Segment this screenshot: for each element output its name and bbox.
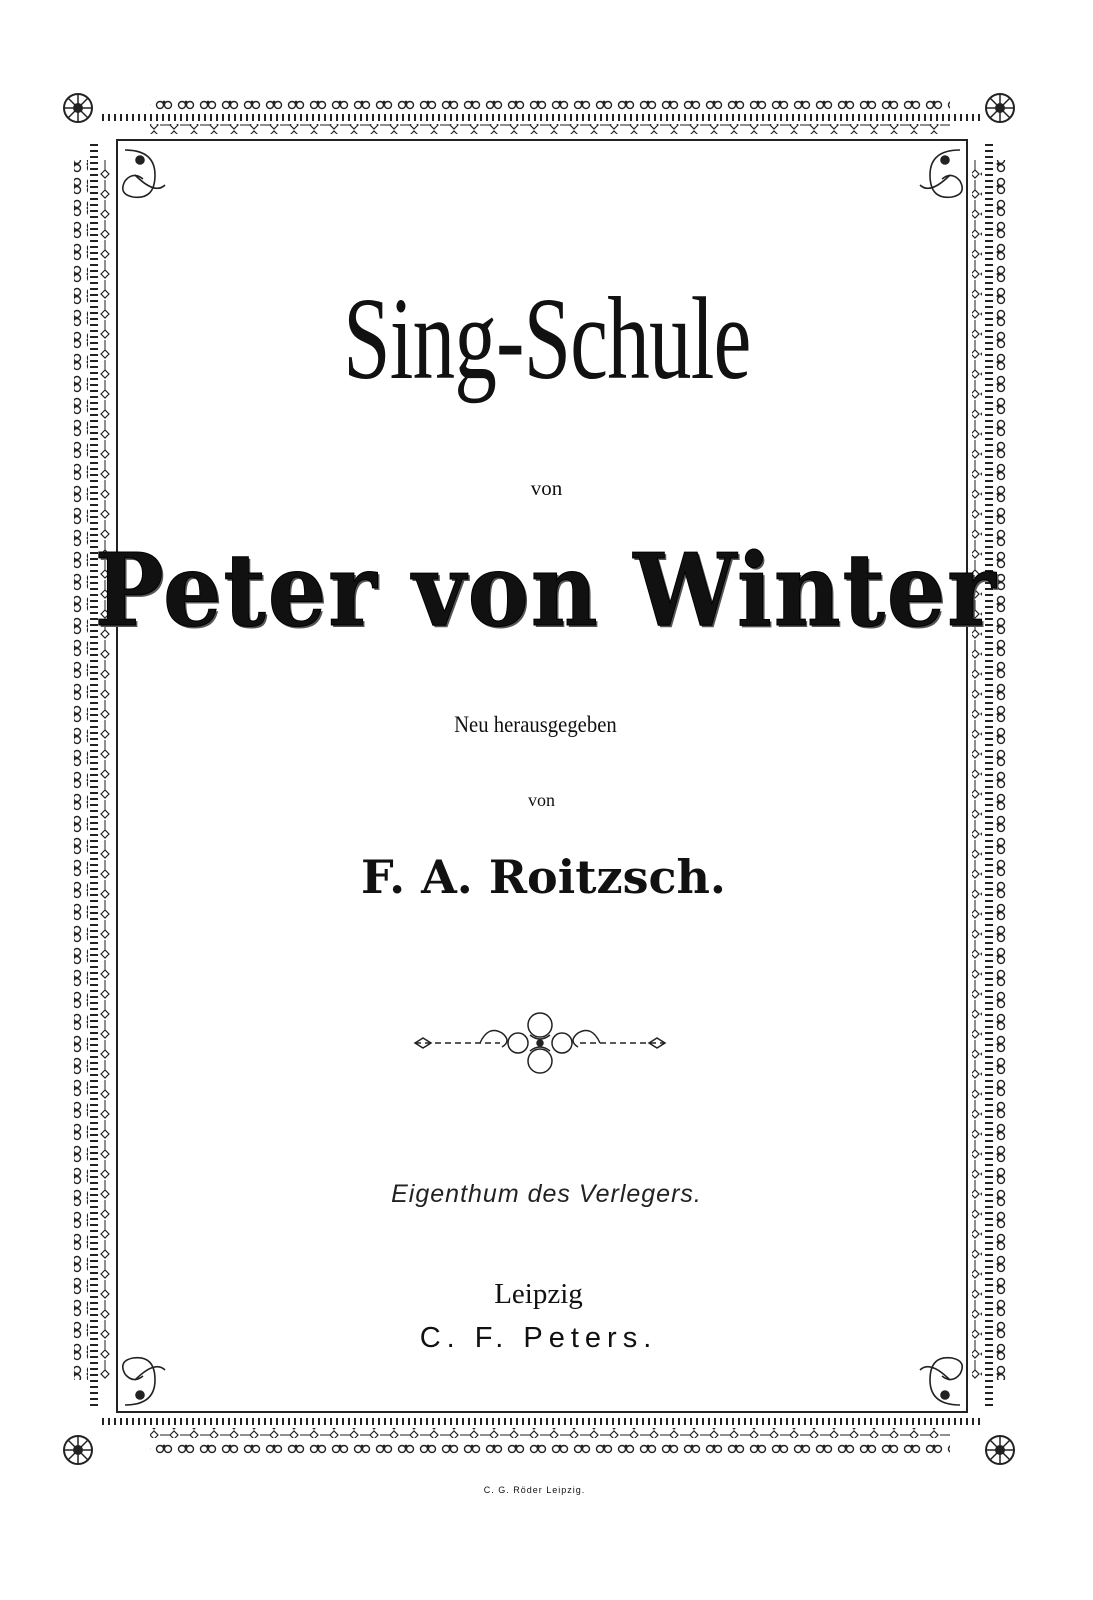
- rosette-icon: [986, 94, 1014, 122]
- publisher-name: C. F. Peters.: [419, 1322, 658, 1354]
- printer-credit: C. G. Röder Leipzig.: [483, 1485, 586, 1495]
- scroll-vignette: [415, 1013, 665, 1073]
- by-line-2: von: [528, 790, 555, 810]
- rosette-icon: [64, 94, 92, 122]
- property-notice: Eigenthum des Verlegers.: [391, 1180, 702, 1208]
- publisher-city: Leipzig: [494, 1278, 583, 1310]
- editor-name: F. A. Roitzsch.: [361, 850, 726, 904]
- by-line-1: von: [530, 476, 563, 500]
- rosette-icon: [64, 1436, 92, 1464]
- rosette-icon: [986, 1436, 1014, 1464]
- composer-name: Peter von Winter: [94, 531, 998, 649]
- edition-line: Neu herausgegeben: [454, 712, 617, 737]
- page-title: Sing-Schule: [343, 273, 751, 404]
